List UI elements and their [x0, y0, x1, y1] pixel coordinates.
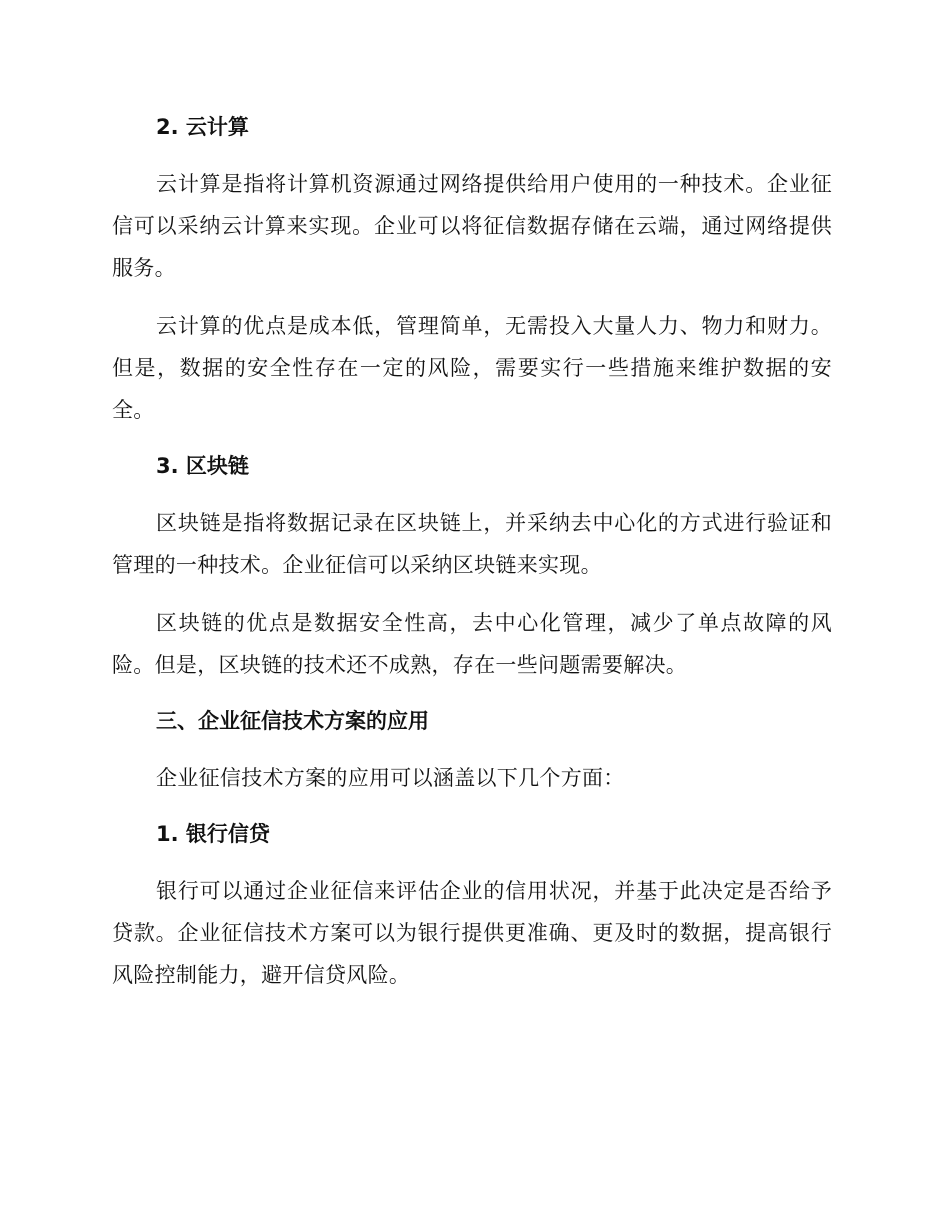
paragraph-bank-credit: 银行可以通过企业征信来评估企业的信用状况，并基于此决定是否给予贷款。企业征信技术方案可以为银行提供更准确、更及时的数据，提高银行风险控制能力，避开信贷风险。: [112, 879, 832, 987]
section-heading-application: 三、企业征信技术方案的应用: [156, 709, 429, 733]
document-body: [112, 108, 832, 996]
paragraph-cloud-pros-cons: 云计算的优点是成本低，管理简单，无需投入大量人力、物力和财力。但是，数据的安全性存在一定的风险，需要实行一些措施来维护数据的安全。: [112, 314, 832, 422]
paragraph-blockchain-pros-cons: 区块链的优点是数据安全性高，去中心化管理，减少了单点故障的风险。但是，区块链的技术还不成熟，存在一些问题需要解决。: [112, 611, 832, 677]
paragraph-cloud-definition: 云计算是指将计算机资源通过网络提供给用户使用的一种技术。企业征信可以采纳云计算来实现。企业可以将征信数据存储在云端，通过网络提供服务。: [112, 172, 832, 280]
section-heading-blockchain: 3. 区块链: [156, 454, 249, 478]
section-heading-bank-credit: 1. 银行信贷: [156, 822, 270, 846]
paragraph-blockchain-definition: 区块链是指将数据记录在区块链上，并采纳去中心化的方式进行验证和管理的一种技术。企业征信可以采纳区块链来实现。: [112, 511, 832, 577]
section-heading-cloud: 2. 云计算: [156, 115, 249, 139]
paragraph-application-intro: 企业征信技术方案的应用可以涵盖以下几个方面：: [156, 766, 625, 790]
